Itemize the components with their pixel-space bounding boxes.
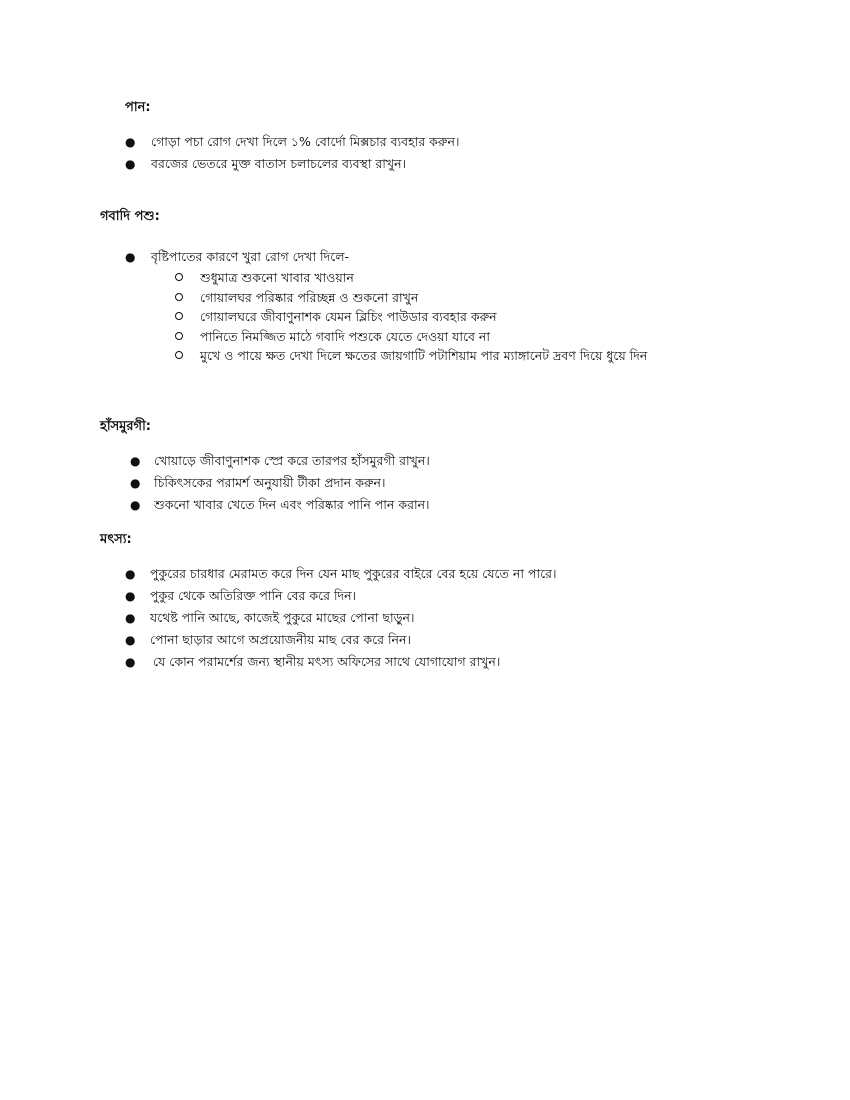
list-item-text: বৃষ্টিপাতের কারণে খুরা রোগ দেখা দিলে- xyxy=(151,249,350,264)
circle-bullet-icon xyxy=(175,332,183,340)
bullet-icon: ● xyxy=(130,454,141,468)
list-item-text: পুকুর থেকে অতিরিক্ত পানি বের করে দিন। xyxy=(150,588,357,603)
list-item-text: যে কোন পরামর্শের জন্য স্থানীয় মৎস্য অফিসের সাথে যোগাযোগ রাখুন। xyxy=(153,654,501,669)
sub-list-item-text: গোয়ালঘরে জীবাণুনাশক যেমন ব্লিচিং পাউডার ব্যবহার করুন xyxy=(200,309,497,324)
bullet-icon: ● xyxy=(125,567,136,581)
sub-list-item xyxy=(175,348,647,368)
circle-bullet-icon xyxy=(175,273,183,281)
bullet-icon: ● xyxy=(125,611,136,625)
list-item xyxy=(125,588,556,610)
bullet-icon: ● xyxy=(130,476,141,490)
bullet-icon: ● xyxy=(125,589,136,603)
gobadi-poshu-sub-list xyxy=(175,270,647,368)
section-heading-hasmurgi: হাঁসমুরগী: xyxy=(100,419,151,434)
sub-list-item xyxy=(175,309,647,329)
hasmurgi-list xyxy=(130,453,430,519)
list-item-text: যথেষ্ট পানি আছে, কাজেই পুকুরে মাছের পোনা ছাড়ুন। xyxy=(150,610,415,625)
bullet-icon: ● xyxy=(125,157,136,171)
list-item xyxy=(125,156,459,178)
list-item-text: শুকনো খাবার খেতে দিন এবং পরিষ্কার পানি পান করান। xyxy=(154,497,430,512)
gobadi-poshu-list xyxy=(125,249,349,271)
section-heading-gobadi-poshu: গবাদি পশু: xyxy=(100,209,160,224)
sub-list-item-text: পানিতে নিমজ্জিত মাঠে গবাদি পশুকে যেতে দেওয়া যাবে না xyxy=(200,328,490,344)
list-item-text: বরজের ভেতরে মুক্ত বাতাস চলাচলের ব্যবস্থা রাখুন। xyxy=(151,156,407,171)
bullet-icon: ● xyxy=(125,655,136,669)
list-item xyxy=(125,566,556,588)
list-item xyxy=(130,497,430,519)
section-heading-motsho: মৎস্য: xyxy=(100,532,132,547)
sub-list-item xyxy=(175,270,647,290)
bullet-icon: ● xyxy=(125,135,136,149)
sub-list-item-text: গোয়ালঘর পরিষ্কার পরিচ্ছন্ন ও শুকনো রাখুন xyxy=(200,289,419,305)
list-item xyxy=(130,453,430,475)
sub-list-item xyxy=(175,329,647,349)
circle-bullet-icon xyxy=(175,293,183,301)
list-item xyxy=(130,475,430,497)
list-item-text: খোয়াড়ে জীবাণুনাশক স্প্রে করে তারপর হাঁসমুরগী রাখুন। xyxy=(154,453,430,468)
list-item xyxy=(125,134,459,156)
list-item-text: পোনা ছাড়ার আগে অপ্রয়োজনীয় মাছ বের করে নিন। xyxy=(150,632,411,647)
list-item xyxy=(125,610,556,632)
circle-bullet-icon xyxy=(175,351,183,359)
list-item-text: চিকিৎসকের পরামর্শ অনুযায়ী টীকা প্রদান করুন। xyxy=(154,475,386,490)
circle-bullet-icon xyxy=(175,312,183,320)
sub-list-item-text: শুধুমাত্র শুকনো খাবার খাওয়ান xyxy=(200,270,354,285)
motsho-list xyxy=(125,566,556,676)
list-item-text: পুকুরের চারধার মেরামত করে দিন যেন মাছ পুকুরের বাইরে বের হয়ে যেতে না পারে। xyxy=(150,566,557,581)
sub-list-item xyxy=(175,290,647,310)
list-item xyxy=(125,654,556,676)
bullet-icon: ● xyxy=(125,633,136,647)
list-item-text: গোড়া পচা রোগ দেখা দিলে ১% বোর্দো মিক্সচার ব্যবহার করুন। xyxy=(151,134,460,149)
list-item xyxy=(125,249,349,271)
sub-list-item-text: মুখে ও পায়ে ক্ষত দেখা দিলে ক্ষতের জায়গাটি পটাশিয়াম পার ম্যাঙ্গানেট দ্রবণ দিয়ে ধুয়ে দিন xyxy=(200,348,648,363)
section-heading-paan: পান: xyxy=(125,100,151,115)
bullet-icon: ● xyxy=(130,498,141,512)
paan-list xyxy=(125,134,459,178)
bullet-icon: ● xyxy=(125,250,136,264)
list-item xyxy=(125,632,556,654)
